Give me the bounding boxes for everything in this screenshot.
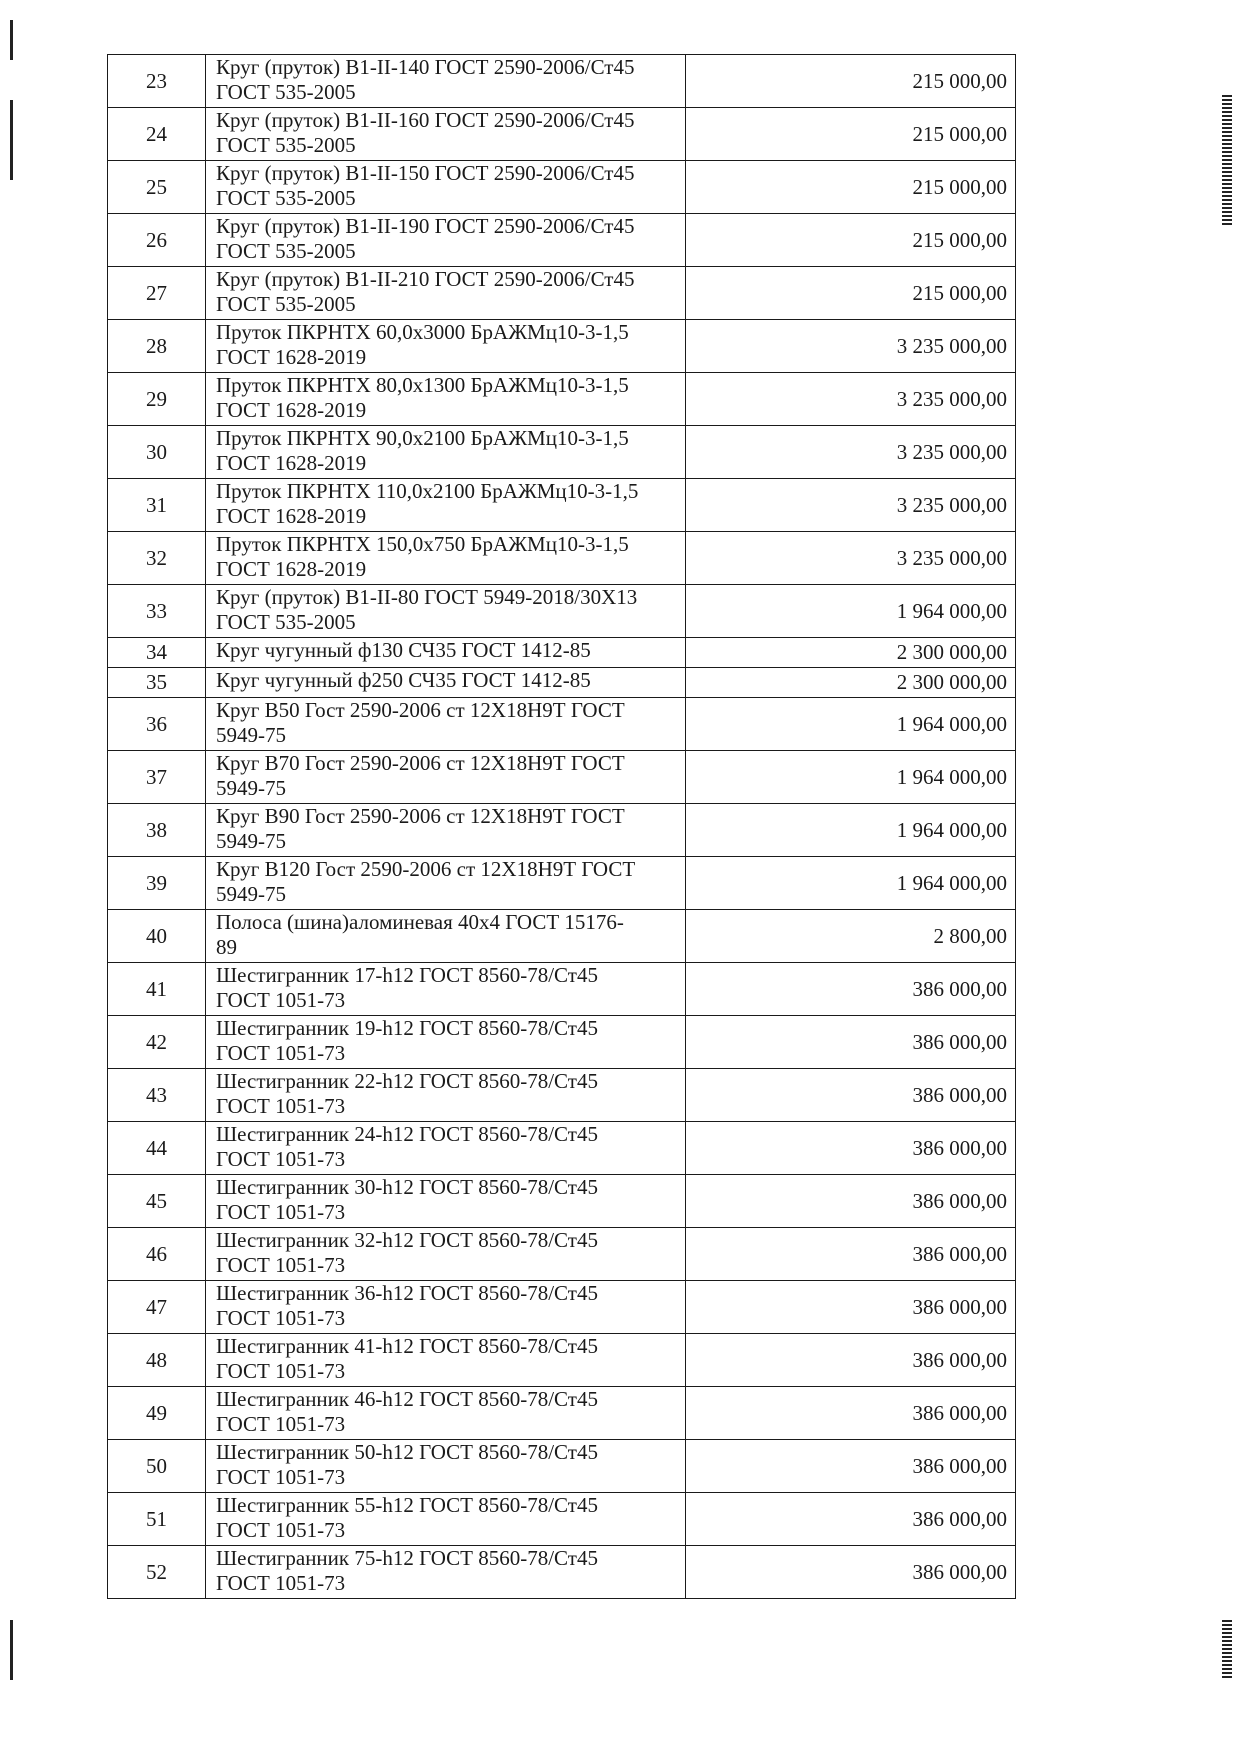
row-number: 23 [108,55,206,108]
scan-edge-mark-left [10,1620,13,1680]
item-price: 215 000,00 [686,161,1016,214]
item-name: Пруток ПКРНТХ 150,0х750 БрАЖМц10-3-1,5 ГОСТ 1628-2019 [206,532,686,585]
row-number: 47 [108,1281,206,1334]
table-row [108,1175,1016,1228]
item-price: 1 964 000,00 [686,804,1016,857]
item-name: Шестигранник 41-h12 ГОСТ 8560-78/Ст45 ГОСТ 1051-73 [206,1334,686,1387]
item-name: Круг (пруток) В1-II-80 ГОСТ 5949-2018/30Х13 ГОСТ 535-2005 [206,585,686,638]
item-price: 386 000,00 [686,1122,1016,1175]
scan-edge-mark-left [10,20,13,60]
item-name: Круг В50 Гост 2590-2006 ст 12Х18Н9Т ГОСТ 5949-75 [206,698,686,751]
item-name: Полоса (шина)аломиневая 40х4 ГОСТ 15176- 89 [206,910,686,963]
item-price: 386 000,00 [686,1069,1016,1122]
table-row [108,1546,1016,1599]
item-price: 1 964 000,00 [686,585,1016,638]
item-price: 2 800,00 [686,910,1016,963]
item-name: Пруток ПКРНТХ 80,0х1300 БрАЖМц10-3-1,5 ГОСТ 1628-2019 [206,373,686,426]
table-row [108,1334,1016,1387]
row-number: 39 [108,857,206,910]
item-price: 386 000,00 [686,1281,1016,1334]
item-name: Пруток ПКРНТХ 60,0х3000 БрАЖМц10-3-1,5 ГОСТ 1628-2019 [206,320,686,373]
item-name: Круг (пруток) В1-II-150 ГОСТ 2590-2006/Ст45 ГОСТ 535-2005 [206,161,686,214]
table-row [108,1122,1016,1175]
item-name: Круг (пруток) В1-II-140 ГОСТ 2590-2006/Ст45 ГОСТ 535-2005 [206,55,686,108]
row-number: 48 [108,1334,206,1387]
row-number: 35 [108,668,206,698]
item-name: Пруток ПКРНТХ 110,0х2100 БрАЖМц10-3-1,5 ГОСТ 1628-2019 [206,479,686,532]
row-number: 41 [108,963,206,1016]
item-price: 3 235 000,00 [686,373,1016,426]
price-table-body [108,55,1016,1599]
item-name: Шестигранник 24-h12 ГОСТ 8560-78/Ст45 ГОСТ 1051-73 [206,1122,686,1175]
table-row [108,267,1016,320]
table-row [108,532,1016,585]
item-name: Шестигранник 75-h12 ГОСТ 8560-78/Ст45 ГОСТ 1051-73 [206,1546,686,1599]
table-row [108,479,1016,532]
row-number: 51 [108,1493,206,1546]
table-row [108,1440,1016,1493]
row-number: 49 [108,1387,206,1440]
table-row [108,55,1016,108]
item-price: 215 000,00 [686,108,1016,161]
table-row [108,1228,1016,1281]
row-number: 37 [108,751,206,804]
row-number: 46 [108,1228,206,1281]
row-number: 36 [108,698,206,751]
item-price: 386 000,00 [686,1387,1016,1440]
row-number: 52 [108,1546,206,1599]
price-table [107,54,1016,1599]
table-row [108,1016,1016,1069]
table-row [108,963,1016,1016]
item-price: 386 000,00 [686,1493,1016,1546]
row-number: 44 [108,1122,206,1175]
row-number: 27 [108,267,206,320]
row-number: 40 [108,910,206,963]
row-number: 42 [108,1016,206,1069]
row-number: 30 [108,426,206,479]
row-number: 50 [108,1440,206,1493]
row-number: 45 [108,1175,206,1228]
item-price: 386 000,00 [686,1334,1016,1387]
table-row [108,426,1016,479]
item-price: 1 964 000,00 [686,751,1016,804]
item-price: 386 000,00 [686,1228,1016,1281]
table-row [108,161,1016,214]
table-row [108,1069,1016,1122]
item-name: Круг (пруток) В1-II-210 ГОСТ 2590-2006/Ст45 ГОСТ 535-2005 [206,267,686,320]
item-name: Шестигранник 32-h12 ГОСТ 8560-78/Ст45 ГОСТ 1051-73 [206,1228,686,1281]
item-price: 3 235 000,00 [686,479,1016,532]
item-name: Шестигранник 22-h12 ГОСТ 8560-78/Ст45 ГОСТ 1051-73 [206,1069,686,1122]
item-price: 215 000,00 [686,267,1016,320]
row-number: 24 [108,108,206,161]
item-price: 3 235 000,00 [686,426,1016,479]
row-number: 34 [108,638,206,668]
item-name: Круг (пруток) В1-II-190 ГОСТ 2590-2006/Ст45 ГОСТ 535-2005 [206,214,686,267]
item-price: 3 235 000,00 [686,320,1016,373]
scan-edge-mark-right [1222,1620,1232,1680]
row-number: 28 [108,320,206,373]
item-name: Шестигранник 46-h12 ГОСТ 8560-78/Ст45 ГОСТ 1051-73 [206,1387,686,1440]
item-name: Круг чугунный ф250 СЧ35 ГОСТ 1412-85 [206,668,686,698]
item-price: 215 000,00 [686,55,1016,108]
item-price: 1 964 000,00 [686,857,1016,910]
item-name: Круг В90 Гост 2590-2006 ст 12Х18Н9Т ГОСТ 5949-75 [206,804,686,857]
item-price: 1 964 000,00 [686,698,1016,751]
row-number: 33 [108,585,206,638]
item-name: Круг (пруток) В1-II-160 ГОСТ 2590-2006/Ст45 ГОСТ 535-2005 [206,108,686,161]
table-row [108,668,1016,698]
table-row [108,585,1016,638]
table-row [108,1387,1016,1440]
item-name: Круг чугунный ф130 СЧ35 ГОСТ 1412-85 [206,638,686,668]
item-price: 386 000,00 [686,1440,1016,1493]
table-row [108,910,1016,963]
table-row [108,320,1016,373]
row-number: 43 [108,1069,206,1122]
table-row [108,698,1016,751]
item-price: 386 000,00 [686,1546,1016,1599]
table-row [108,1281,1016,1334]
table-row [108,108,1016,161]
row-number: 26 [108,214,206,267]
table-row [108,1493,1016,1546]
scan-edge-mark-left [10,100,13,180]
item-name: Шестигранник 30-h12 ГОСТ 8560-78/Ст45 ГОСТ 1051-73 [206,1175,686,1228]
item-price: 386 000,00 [686,1016,1016,1069]
item-name: Круг В120 Гост 2590-2006 ст 12Х18Н9Т ГОСТ 5949-75 [206,857,686,910]
row-number: 38 [108,804,206,857]
item-name: Шестигранник 50-h12 ГОСТ 8560-78/Ст45 ГОСТ 1051-73 [206,1440,686,1493]
item-name: Шестигранник 17-h12 ГОСТ 8560-78/Ст45 ГОСТ 1051-73 [206,963,686,1016]
table-row [108,751,1016,804]
item-price: 3 235 000,00 [686,532,1016,585]
table-row [108,214,1016,267]
table-row [108,373,1016,426]
row-number: 25 [108,161,206,214]
item-price: 2 300 000,00 [686,668,1016,698]
item-name: Круг В70 Гост 2590-2006 ст 12Х18Н9Т ГОСТ 5949-75 [206,751,686,804]
table-row [108,804,1016,857]
scan-edge-mark-right [1222,95,1232,225]
item-name: Пруток ПКРНТХ 90,0х2100 БрАЖМц10-3-1,5 ГОСТ 1628-2019 [206,426,686,479]
table-row [108,638,1016,668]
item-name: Шестигранник 19-h12 ГОСТ 8560-78/Ст45 ГОСТ 1051-73 [206,1016,686,1069]
item-price: 2 300 000,00 [686,638,1016,668]
price-table-wrapper [107,54,1015,1599]
table-row [108,857,1016,910]
row-number: 29 [108,373,206,426]
row-number: 31 [108,479,206,532]
item-name: Шестигранник 36-h12 ГОСТ 8560-78/Ст45 ГОСТ 1051-73 [206,1281,686,1334]
item-price: 386 000,00 [686,1175,1016,1228]
item-price: 386 000,00 [686,963,1016,1016]
item-price: 215 000,00 [686,214,1016,267]
item-name: Шестигранник 55-h12 ГОСТ 8560-78/Ст45 ГОСТ 1051-73 [206,1493,686,1546]
row-number: 32 [108,532,206,585]
